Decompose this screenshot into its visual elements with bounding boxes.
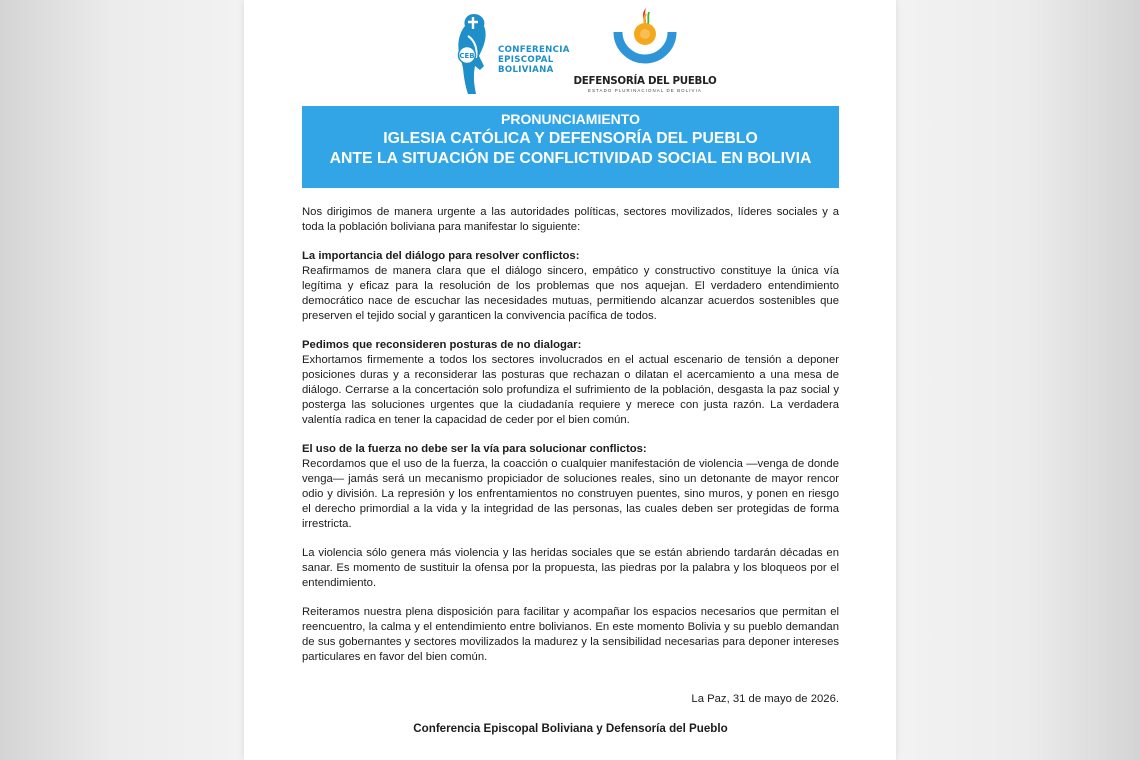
ceb-line-2: EPISCOPAL: [498, 55, 554, 65]
intro-paragraph: Nos dirigimos de manera urgente a las autoridades políticas, sectores movilizados, líderes sociales y a toda la población boliviana para manifestar lo siguiente:: [302, 206, 839, 233]
document-date: La Paz, 31 de mayo de 2026.: [691, 693, 839, 705]
banner-line-1: PRONUNCIAMIENTO: [501, 111, 640, 127]
section-paragraph: Exhortamos firmemente a todos los sectores involucrados en el actual escenario de tensión a deponer posiciones duras y a reconsiderar las posturas que rechazan o dilatan el acercamiento a una mesa de diálogo. Cerrarse a la concertación solo profundiza el sufrimiento de la población, desgasta la paz social y posterga las soluciones urgentes que la ciudadanía requiere y merece con justa razón. La verdadera valentía radica en tener la capacidad de ceder por el bien común.: [302, 354, 839, 426]
section-dialogo: [302, 249, 839, 324]
defensoria-emblem-icon: [610, 6, 680, 72]
title-banner: [302, 106, 839, 188]
paragraph-reiteramos: Reiteramos nuestra plena disposición para facilitar y acompañar los espacios necesarios que permitan el reencuentro, la calma y el entendimiento entre bolivianos. En este momento Bolivia y su pueblo demandan de sus gobernantes y sectores movilizados la madurez y la sensibilidad necesarias para deponer intereses particulares en favor del bien común.: [302, 606, 839, 663]
section-heading: Pedimos que reconsideren posturas de no dialogar:: [302, 339, 582, 351]
banner-line-2: IGLESIA CATÓLICA Y DEFENSORÍA DEL PUEBLO: [383, 130, 758, 147]
document-body: [302, 205, 839, 679]
defensoria-title: DEFENSORÍA DEL PUEBLO: [573, 75, 717, 87]
ceb-line-1: CONFERENCIA: [498, 45, 570, 55]
section-heading: El uso de la fuerza no debe ser la vía para solucionar conflictos:: [302, 443, 647, 455]
ceb-emblem-icon: [454, 12, 494, 96]
banner-line-3: ANTE LA SITUACIÓN DE CONFLICTIVIDAD SOCIAL EN BOLIVIA: [329, 150, 812, 167]
section-paragraph: Recordamos que el uso de la fuerza, la coacción o cualquier manifestación de violencia —venga de donde venga— jamás será un mecanismo propiciador de soluciones reales, sino un detonante de mayor rencor odio y división. La represión y los enfrentamientos no construyen puentes, sino muros, y ponen en riesgo el derecho primordial a la vida y la integridad de las personas, las cuales deben ser protegidas de forma irrestricta.: [302, 458, 839, 530]
section-paragraph: Reafirmamos de manera clara que el diálogo sincero, empático y constructivo constituye la única vía legítima y eficaz para la resolución de los problemas que nos aquejan. El verdadero entendimiento democrático nace de escuchar las necesidades mutuas, permitiendo alcanzar acuerdos sostenibles que preserven el tejido social y garanticen la convivencia pacífica de todos.: [302, 265, 839, 322]
section-fuerza: [302, 442, 839, 532]
section-heading: La importancia del diálogo para resolver conflictos:: [302, 250, 580, 262]
document-page: [244, 0, 896, 760]
defensoria-subtitle: ESTADO PLURINACIONAL DE BOLIVIA: [588, 88, 702, 93]
ceb-logo: [454, 12, 589, 96]
ceb-monogram: CEB: [459, 52, 475, 60]
ceb-logo-text: [498, 45, 570, 75]
paragraph-violencia: La violencia sólo genera más violencia y las heridas sociales que se están abriendo tardarán décadas en sanar. Es momento de sustituir la ofensa por la propuesta, las piedras por la palabra y los bloqueos por el entendimiento.: [302, 547, 839, 589]
document-signature: Conferencia Episcopal Boliviana y Defensoría del Pueblo: [413, 722, 728, 735]
section-posturas: [302, 338, 839, 428]
defensoria-logo: [572, 6, 718, 100]
ceb-line-3: BOLIVIANA: [498, 65, 554, 75]
